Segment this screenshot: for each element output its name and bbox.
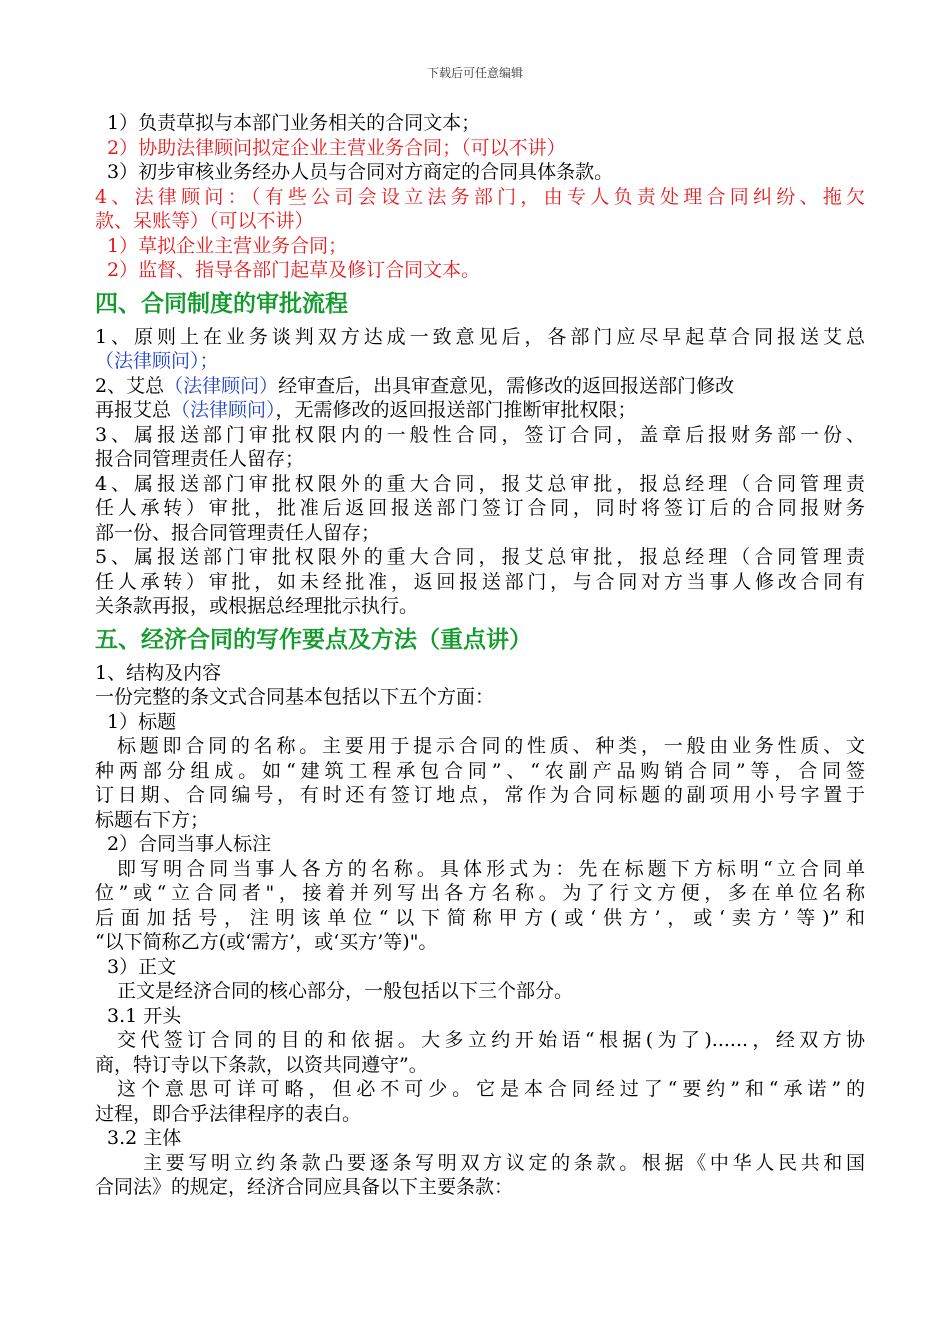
text-line: 1）标题 [107, 710, 177, 733]
page-header: 下载后可任意编辑 [426, 66, 523, 80]
text-line: 即写明合同当事人各方的名称。具体形式为：先在标题下方标明“立合同单 [117, 857, 865, 880]
text-line: 2）监督、指导各部门起草及修订合同文本。 [107, 259, 481, 281]
text-line: 款、呆账等）（可以不讲） [95, 210, 314, 232]
text-span: ，无需修改的返回报送部门推断审批权限； [275, 399, 637, 421]
text-line: 3.1 开头 [107, 1004, 182, 1027]
text-line: 1）负责草拟与本部门业务相关的合同文本； [107, 112, 481, 134]
text-line: 4、属报送部门审批权限外的重大合同，报艾总审批，报总经理（合同管理责 [95, 472, 865, 495]
text-line: 主要写明立约条款凸要逐条写明双方议定的条款。根据《中华人民共和国 [143, 1151, 865, 1174]
text-line: 部一份、报合同管理责任人留存； [95, 521, 381, 544]
text-line: 2）合同当事人标注 [107, 833, 272, 855]
section-heading: 四、合同制度的审批流程 [95, 289, 348, 317]
text-line: 2）协助法律顾问拟定企业主营业务合同；（可以不讲） [107, 136, 566, 159]
text-line: 一份完整的条文式合同基本包括以下五个方面： [95, 686, 495, 708]
text-line: “以下简称乙方(或‘需方’，或‘买方’等)"。 [95, 931, 438, 953]
text-line: 位”或“立合同者"，接着并列写出各方名称。为了行文方便，多在单位名称 [95, 882, 865, 904]
text-line: 任人承转）审批，如未经批准，返回报送部门，与合同对方当事人修改合同有 [95, 570, 865, 593]
text-line: 任人承转）审批，批准后返回报送部门签订合同，同时将签订后的合同报财务 [95, 497, 865, 519]
text-line: 订日期、合同编号，有时还有签订地点，常作为合同标题的副项用小号字置于 [95, 784, 865, 806]
text-line: 正文是经济合同的核心部分，一般包括以下三个部分。 [117, 980, 574, 1002]
text-line [95, 398, 865, 423]
text-line: 合同法》的规定，经济合同应具备以下主要条款： [95, 1176, 514, 1198]
text-line: 3）初步审核业务经办人员与合同对方商定的合同具体条款。 [107, 161, 614, 183]
text-line: 后面加括号，注明该单位“以下简称甲方(或‘供方’，或‘卖方’等)”和 [95, 906, 865, 929]
text-line: 3）正文 [107, 955, 177, 978]
text-line: 这个意思可详可略，但必不可少。它是本合同经过了“要约”和“承诺”的 [117, 1078, 865, 1100]
text-line: 1、结构及内容 [95, 661, 222, 684]
text-line: 关条款再报，或根据总经理批示执行。 [95, 595, 419, 617]
text-line: 1）草拟企业主营业务合同； [107, 234, 348, 257]
text-line: 种两部分组成。如“建筑工程承包合同”、“农副产品购销合同”等，合同签 [95, 759, 865, 782]
text-line: 标题即合同的名称。主要用于提示合同的性质、种类，一般由业务性质、文 [117, 735, 865, 757]
text-line: 5、属报送部门审批权限外的重大合同，报艾总审批，报总经理（合同管理责 [95, 546, 865, 568]
text-line [95, 374, 865, 399]
text-span: （法律顾问） [171, 399, 276, 421]
text-line: 商，特订寺以下条款，以资共同遵守”。 [95, 1053, 428, 1076]
text-line: 4、法律顾问：（有些公司会设立法务部门，由专人负责处理合同纠纷、拖欠 [95, 185, 865, 208]
document-body [95, 111, 865, 1200]
text-line: 标题右下方； [95, 808, 210, 831]
text-line: 1、原则上在业务谈判双方达成一致意见后，各部门应尽早起草合同报送艾总 [95, 325, 865, 348]
text-line: 报合同管理责任人留存； [95, 448, 305, 470]
text-line: 交代签订合同的目的和依据。大多立约开始语“根据(为了)......，经双方协 [117, 1029, 865, 1051]
text-span: 再报艾总 [95, 399, 172, 421]
text-line: （法律顾问）； [95, 350, 219, 372]
section-heading: 五、经济合同的写作要点及方法（重点讲） [95, 625, 532, 653]
text-line: 3.2 主体 [107, 1127, 182, 1149]
text-span: 经审查后，出具审查意见，需修改的返回报送部门修改 [278, 374, 735, 397]
text-line: 过程，即合乎法律程序的表白。 [95, 1102, 362, 1125]
text-line: 3、属报送部门审批权限内的一般性合同，签订合同，盖章后报财务部一份、 [95, 423, 865, 446]
text-span: （法律顾问） [164, 374, 279, 397]
text-span: 2、艾总 [95, 374, 165, 397]
